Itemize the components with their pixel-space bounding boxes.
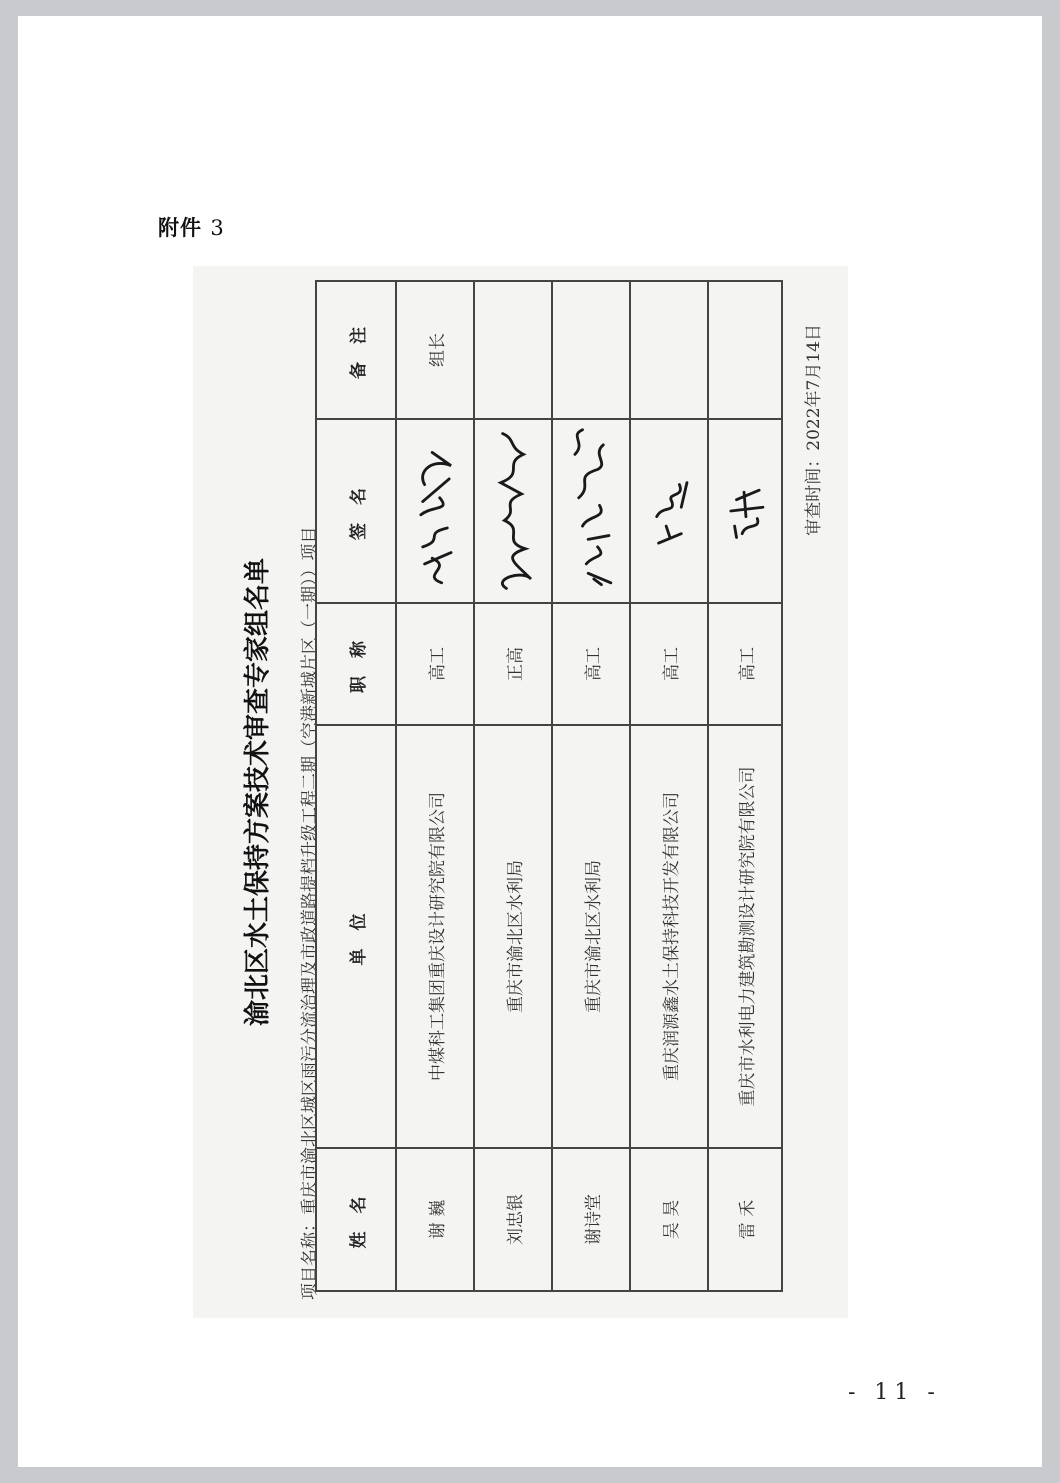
header-name: 姓 名 <box>316 1148 396 1291</box>
project-name: 重庆市渝北区城区雨污分流治理及市政道路提档升级工程二期（空港新城片区（一期））项目 <box>300 526 320 1215</box>
row-remark: 组长 <box>396 281 474 419</box>
page-number: - 11 - <box>848 1380 941 1405</box>
row-signature <box>552 419 630 603</box>
row-title: 高工 <box>708 603 782 725</box>
row-unit: 中煤科工集团重庆设计研究院有限公司 <box>396 725 474 1148</box>
attachment-number: 3 <box>210 216 225 240</box>
attachment-word: 附件 <box>158 216 202 240</box>
expert-table <box>315 280 783 1292</box>
row-signature <box>396 419 474 603</box>
table-row <box>396 281 474 1291</box>
form-title: 渝北区水土保持方案技术审查专家组名单 <box>243 558 273 1027</box>
handwritten-signature <box>558 426 624 596</box>
table-row <box>630 281 708 1291</box>
project-prefix: 项目名称： <box>300 1215 320 1300</box>
row-remark <box>630 281 708 419</box>
table-row <box>552 281 630 1291</box>
row-signature <box>630 419 708 603</box>
row-title: 高工 <box>630 603 708 725</box>
row-remark <box>708 281 782 419</box>
row-name: 雷 禾 <box>708 1148 782 1291</box>
row-title: 高工 <box>552 603 630 725</box>
row-name: 谢诗堂 <box>552 1148 630 1291</box>
row-name: 刘忠银 <box>474 1148 552 1291</box>
row-unit: 重庆润源鑫水土保持科技开发有限公司 <box>630 725 708 1148</box>
rotated-sheet <box>201 272 841 1312</box>
row-unit: 重庆市渝北区水利局 <box>552 725 630 1148</box>
row-unit: 重庆市渝北区水利局 <box>474 725 552 1148</box>
review-date-value: 2022年7月14日 <box>804 324 824 451</box>
handwritten-signature <box>402 426 468 596</box>
row-unit: 重庆市水利电力建筑勘测设计研究院有限公司 <box>708 725 782 1148</box>
document-page <box>18 16 1042 1467</box>
row-signature <box>708 419 782 603</box>
handwritten-signature <box>712 426 778 596</box>
attachment-label <box>158 212 225 242</box>
row-name: 谢 巍 <box>396 1148 474 1291</box>
row-remark <box>474 281 552 419</box>
review-date-label: 审查时间： <box>804 450 824 536</box>
row-name: 吴 昊 <box>630 1148 708 1291</box>
header-remark: 备 注 <box>316 281 396 419</box>
header-title: 职 称 <box>316 603 396 725</box>
row-remark <box>552 281 630 419</box>
handwritten-signature <box>480 426 546 596</box>
header-unit: 单 位 <box>316 725 396 1148</box>
handwritten-signature <box>636 426 702 596</box>
row-title: 高工 <box>396 603 474 725</box>
table-row <box>474 281 552 1291</box>
table-row <box>708 281 782 1291</box>
row-signature <box>474 419 552 603</box>
header-signature: 签 名 <box>316 419 396 603</box>
row-title: 正高 <box>474 603 552 725</box>
scanned-form <box>193 266 848 1318</box>
header-row <box>316 281 396 1291</box>
review-date <box>799 324 824 536</box>
